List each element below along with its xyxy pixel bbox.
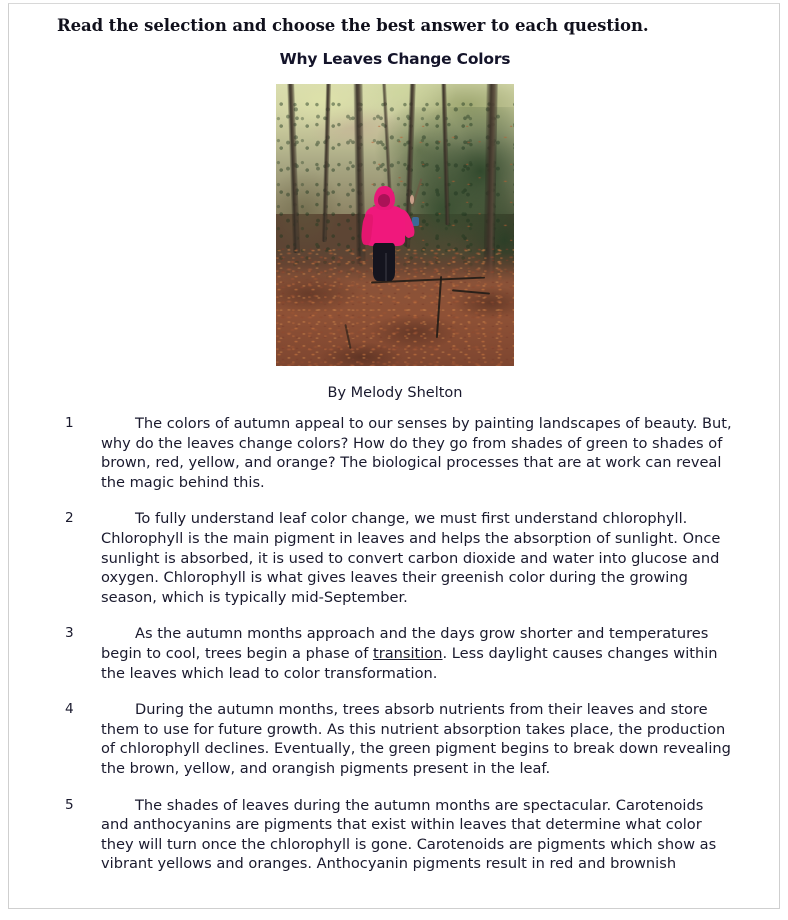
- paragraph-number: 2: [65, 510, 74, 527]
- vocabulary-word: transition: [372, 644, 443, 662]
- forest-photo-scene: [276, 84, 514, 366]
- hood-opening-shadow: [378, 194, 390, 206]
- paragraph-text: [101, 415, 732, 491]
- passage-paragraph: [59, 509, 735, 607]
- paragraph-number: 3: [65, 625, 74, 642]
- passage-photograph: [276, 84, 514, 366]
- walking-person: [362, 186, 410, 282]
- text-run: . Less daylight causes changes within the leaves which lead to color transformation.: [101, 644, 718, 682]
- paragraph-number: 5: [65, 796, 74, 813]
- passage-paragraph: [59, 796, 735, 874]
- leg-separation: [385, 253, 387, 282]
- page-content: [9, 4, 779, 908]
- paragraph-text: [101, 625, 718, 681]
- author-byline: By Melody Shelton: [327, 385, 463, 401]
- text-run: The shades of leaves during the autumn months are spectacular. Carotenoids and anthocyanins are pigments that exist within leaves that determine what color they will turn once the chlorophyll is gone. Carotenoids are pigments which show as vibrant yellows and oranges. Anthocyanin pigments result in red and brownish: [101, 796, 717, 873]
- document-page: [8, 3, 780, 909]
- text-run: To fully understand leaf color change, we must first understand chlorophyll. Chlorophyll is the main pigment in leaves and helps the absorption of sunlight. Once sunlight is absorbed, it is used to convert carbon dioxide and water into glucose and oxygen. Chlorophyll is what gives leaves their greenish color during the growing season, which is typically mid-September.: [101, 510, 721, 606]
- person-hand: [410, 195, 414, 204]
- passage-body: [59, 414, 735, 891]
- passage-paragraph: [59, 700, 735, 778]
- paragraph-number: 4: [65, 701, 74, 718]
- text-run: The colors of autumn appeal to our senses by painting landscapes of beauty. But, why do the leaves change colors? How do they go from shades of green to shades of brown, red, yellow, and orange? The biological processes that are at work can reveal the magic behind this.: [101, 415, 732, 491]
- text-run: As the autumn months approach and the days grow shorter and temperatures begin to cool, trees begin a phase of: [101, 625, 709, 662]
- paragraph-text: [101, 510, 720, 605]
- paragraph-number: 1: [65, 415, 74, 431]
- paragraph-text: [101, 701, 731, 777]
- text-run: During the autumn months, trees absorb nutrients from their leaves and store them to use for future growth. As this nutrient absorption takes place, the production of chlorophyll declines. Eventually, the green pigment begins to break down revealing the brown, yellow, and orangish pigments present in the leaf.: [101, 701, 731, 777]
- page-title: Why Leaves Change Colors: [279, 50, 511, 68]
- passage-paragraph: [59, 414, 735, 492]
- instruction-line: Read the selection and choose the best answer to each question.: [57, 16, 649, 35]
- paragraph-text: [101, 797, 716, 873]
- passage-paragraph: [59, 624, 735, 683]
